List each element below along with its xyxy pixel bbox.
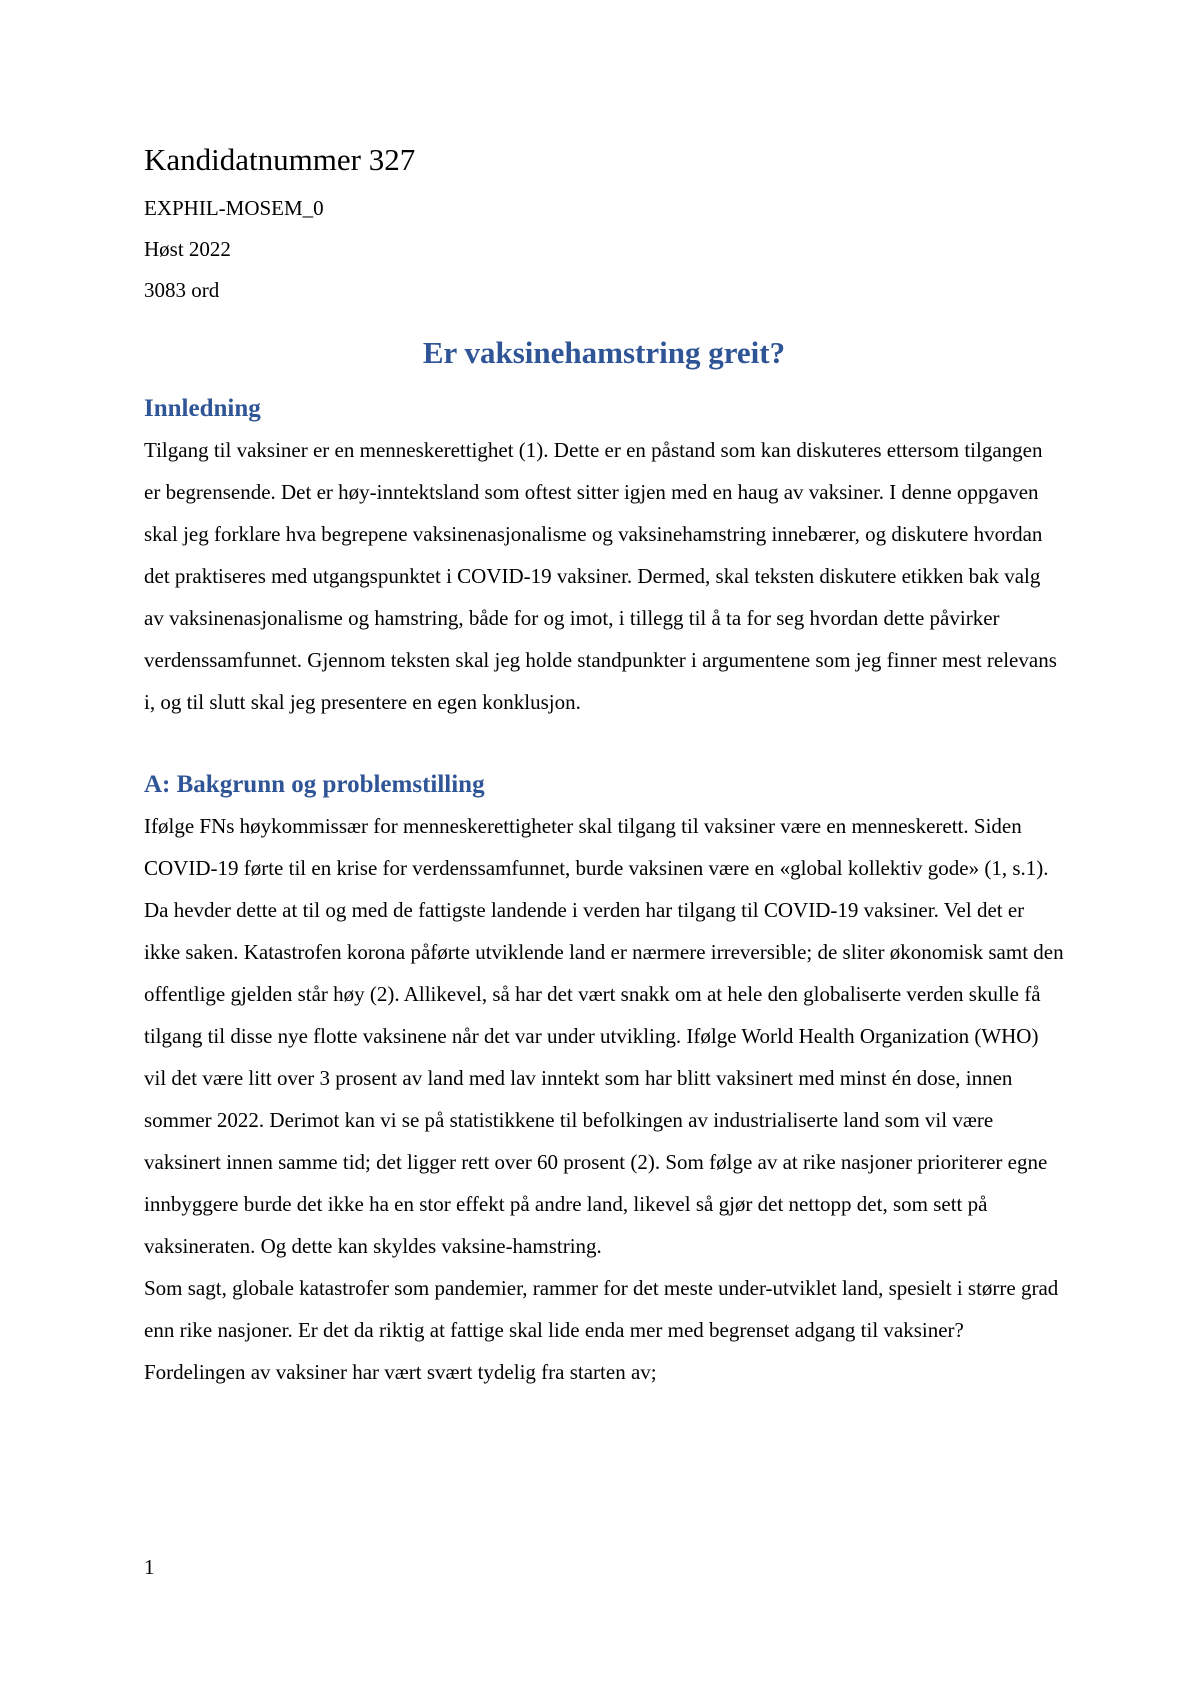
word-count: 3083 ord <box>144 278 220 302</box>
candidate-number: Kandidatnummer 327 <box>144 142 416 177</box>
semester: Høst 2022 <box>144 237 231 261</box>
section-heading-bakgrunn: A: Bakgrunn og problemstilling <box>144 771 485 798</box>
page-number: 1 <box>144 1555 155 1579</box>
paragraph-innledning: Tilgang til vaksiner er en menneskerettighet (1). Dette er en påstand som kan diskuteres ettersom tilgangen er begrensende. Det er høy-inntektsland som oftest sitter igjen med en haug av vaksiner. I denne oppgaven skal jeg forklare hva begrepene vaksinenasjonalisme og vaksinehamstring innebærer, og diskutere hvordan det praktiseres med utgangspunktet i COVID-19 vaksiner. Dermed, skal teksten diskutere etikken bak valg av vaksinenasjonalisme og hamstring, både for og imot, i tillegg til å ta for seg hvordan dette påvirker verdenssamfunnet. Gjennom teksten skal jeg holde standpunkter i argumentene som jeg finner mest relevans i, og til slutt skal jeg presentere en egen konklusjon. <box>144 438 1057 714</box>
document-title: Er vaksinehamstring greit? <box>422 335 786 370</box>
paragraph-bakgrunn-1: Ifølge FNs høykommissær for menneskerettigheter skal tilgang til vaksiner være en menneskerett. Siden COVID-19 førte til en krise for verdenssamfunnet, burde vaksinen være en «global kollektiv gode» (1, s.1). Da hevder dette at til og med de fattigste landende i verden har tilgang til COVID-19 vaksiner. Vel det er ikke saken. Katastrofen korona påførte utviklende land er nærmere irreversible; de sliter økonomisk samt den offentlige gjelden står høy (2). Allikevel, så har det vært snakk om at hele den globaliserte verden skulle få tilgang til disse nye flotte vaksinene når det var under utvikling. Ifølge World Health Organization (WHO) vil det være litt over 3 prosent av land med lav inntekt som har blitt vaksinert med minst én dose, innen sommer 2022. Derimot kan vi se på statistikkene til befolkingen av industrialiserte land som vil være vaksinert innen samme tid; det ligger rett over 60 prosent (2). Som følge av at rike nasjoner prioriterer egne innbyggere burde det ikke ha en stor effekt på andre land, likevel så gjør det nettopp det, som sett på vaksineraten. Og dette kan skyldes vaksine-hamstring. <box>144 814 1064 1258</box>
section-heading-innledning: Innledning <box>144 395 261 422</box>
paragraph-bakgrunn-2: Som sagt, globale katastrofer som pandemier, rammer for det meste under-utviklet land, spesielt i større grad enn rike nasjoner. Er det da riktig at fattige skal lide enda mer med begrenset adgang til vaksiner? Fordelingen av vaksiner har vært svært tydelig fra starten av; <box>144 1276 1059 1384</box>
page-content <box>144 140 1064 1393</box>
course-code: EXPHIL-MOSEM_0 <box>144 196 324 220</box>
